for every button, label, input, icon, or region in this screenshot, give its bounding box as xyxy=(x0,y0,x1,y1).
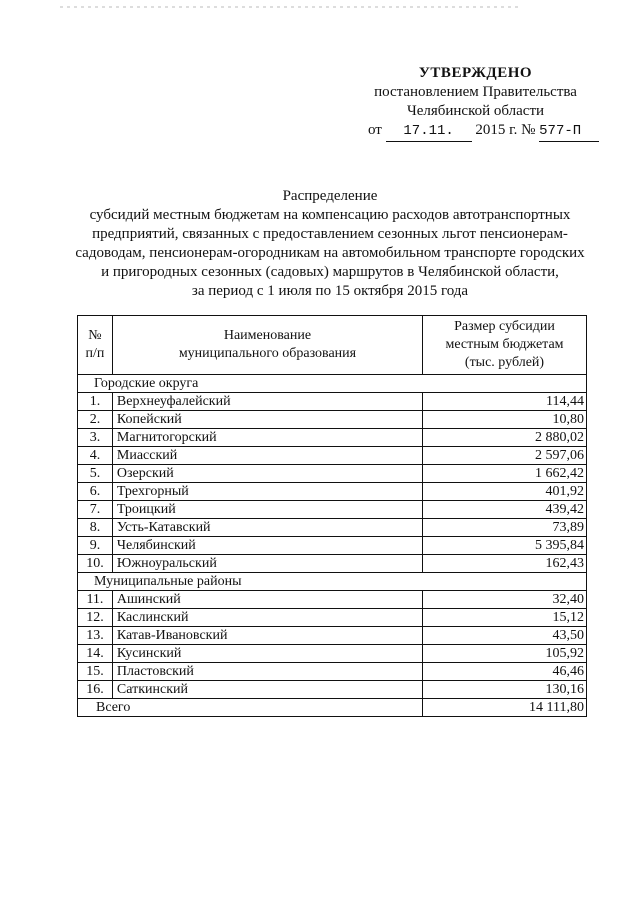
row-value: 10,80 xyxy=(422,411,586,429)
row-name: Верхнеуфалейский xyxy=(112,393,422,411)
header-name-line1: Наименование xyxy=(223,328,312,343)
section-label: Городские округа xyxy=(78,375,587,393)
row-value: 401,92 xyxy=(422,483,586,501)
table-row xyxy=(78,537,587,555)
heading-line5: и пригородных сезонных (садовых) маршрутов в Челябинской области, xyxy=(101,264,559,280)
row-name: Трехгорный xyxy=(112,483,422,501)
row-value: 162,43 xyxy=(422,555,586,573)
row-num: 12. xyxy=(78,609,113,627)
row-name: Кусинский xyxy=(112,645,422,663)
row-value: 73,89 xyxy=(422,519,586,537)
header-name xyxy=(112,316,422,375)
row-num: 8. xyxy=(78,519,113,537)
row-value: 43,50 xyxy=(422,627,586,645)
table-row xyxy=(78,645,587,663)
row-name: Ашинский xyxy=(112,591,422,609)
row-num: 15. xyxy=(78,663,113,681)
table-row xyxy=(78,501,587,519)
row-name: Усть-Катавский xyxy=(112,519,422,537)
table-row xyxy=(78,447,587,465)
header-amount-line3: (тыс. рублей) xyxy=(464,355,545,370)
table-row xyxy=(78,681,587,699)
row-name: Каслинский xyxy=(112,609,422,627)
approval-dateline xyxy=(368,121,583,142)
row-value: 46,46 xyxy=(422,663,586,681)
approval-line2: Челябинской области xyxy=(406,103,545,119)
table-row xyxy=(78,555,587,573)
heading-line6: за период с 1 июля по 15 октября 2015 года xyxy=(191,283,469,299)
approval-date: 17.11. xyxy=(386,122,472,142)
row-value: 2 597,06 xyxy=(422,447,586,465)
approval-stamp xyxy=(368,64,583,142)
approval-from: от xyxy=(368,122,382,138)
heading-line3: предприятий, связанных с предоставлением сезонных льгот пенсионерам- xyxy=(92,226,568,242)
heading-line4: садоводам, пенсионерам-огородникам на автомобильном транспорте городских xyxy=(75,245,585,261)
row-num: 10. xyxy=(78,555,113,573)
approval-number: 577-П xyxy=(539,122,599,142)
row-name: Саткинский xyxy=(112,681,422,699)
row-num: 2. xyxy=(78,411,113,429)
row-value: 2 880,02 xyxy=(422,429,586,447)
row-num: 7. xyxy=(78,501,113,519)
row-value: 439,42 xyxy=(422,501,586,519)
total-value: 14 111,80 xyxy=(422,699,586,717)
header-amount xyxy=(422,316,586,375)
row-value: 15,12 xyxy=(422,609,586,627)
subsidy-table xyxy=(77,315,587,717)
row-name: Копейский xyxy=(112,411,422,429)
section-label: Муниципальные районы xyxy=(78,573,587,591)
heading-line2: субсидий местным бюджетам на компенсацию расходов автотранспортных xyxy=(89,207,571,223)
row-value: 1 662,42 xyxy=(422,465,586,483)
section-row-urban xyxy=(78,375,587,393)
scan-artifact xyxy=(60,6,520,8)
row-name: Миасский xyxy=(112,447,422,465)
section-row-districts xyxy=(78,573,587,591)
approval-year: 2015 г. № xyxy=(475,122,536,138)
row-num: 14. xyxy=(78,645,113,663)
header-num xyxy=(78,316,113,375)
header-num-line1: № xyxy=(88,328,102,343)
row-num: 11. xyxy=(78,591,113,609)
row-value: 32,40 xyxy=(422,591,586,609)
table-row xyxy=(78,663,587,681)
total-row xyxy=(78,699,587,717)
row-name: Челябинский xyxy=(112,537,422,555)
table-row xyxy=(78,393,587,411)
row-name: Троицкий xyxy=(112,501,422,519)
row-name: Катав-Ивановский xyxy=(112,627,422,645)
row-num: 3. xyxy=(78,429,113,447)
approval-line1: постановлением Правительства xyxy=(374,84,577,100)
row-value: 105,92 xyxy=(422,645,586,663)
row-name: Магнитогорский xyxy=(112,429,422,447)
table-row xyxy=(78,483,587,501)
header-num-line2: п/п xyxy=(85,346,105,361)
row-value: 130,16 xyxy=(422,681,586,699)
row-num: 5. xyxy=(78,465,113,483)
approval-title: УТВЕРЖДЕНО xyxy=(418,65,533,81)
row-num: 13. xyxy=(78,627,113,645)
table-row xyxy=(78,591,587,609)
row-name: Южноуральский xyxy=(112,555,422,573)
table-row xyxy=(78,411,587,429)
header-amount-line1: Размер субсидии xyxy=(454,319,555,334)
document-heading xyxy=(70,187,590,301)
table-row xyxy=(78,627,587,645)
heading-line1: Распределение xyxy=(282,188,378,204)
total-label: Всего xyxy=(78,699,423,717)
row-num: 16. xyxy=(78,681,113,699)
row-name: Пластовский xyxy=(112,663,422,681)
table-row xyxy=(78,609,587,627)
row-name: Озерский xyxy=(112,465,422,483)
header-name-line2: муниципального образования xyxy=(178,346,357,361)
table-header-row xyxy=(78,316,587,375)
table-row xyxy=(78,465,587,483)
header-amount-line2: местным бюджетам xyxy=(445,337,564,352)
row-num: 6. xyxy=(78,483,113,501)
table-row xyxy=(78,519,587,537)
row-num: 4. xyxy=(78,447,113,465)
row-num: 1. xyxy=(78,393,113,411)
table-row xyxy=(78,429,587,447)
row-num: 9. xyxy=(78,537,113,555)
row-value: 114,44 xyxy=(422,393,586,411)
row-value: 5 395,84 xyxy=(422,537,586,555)
